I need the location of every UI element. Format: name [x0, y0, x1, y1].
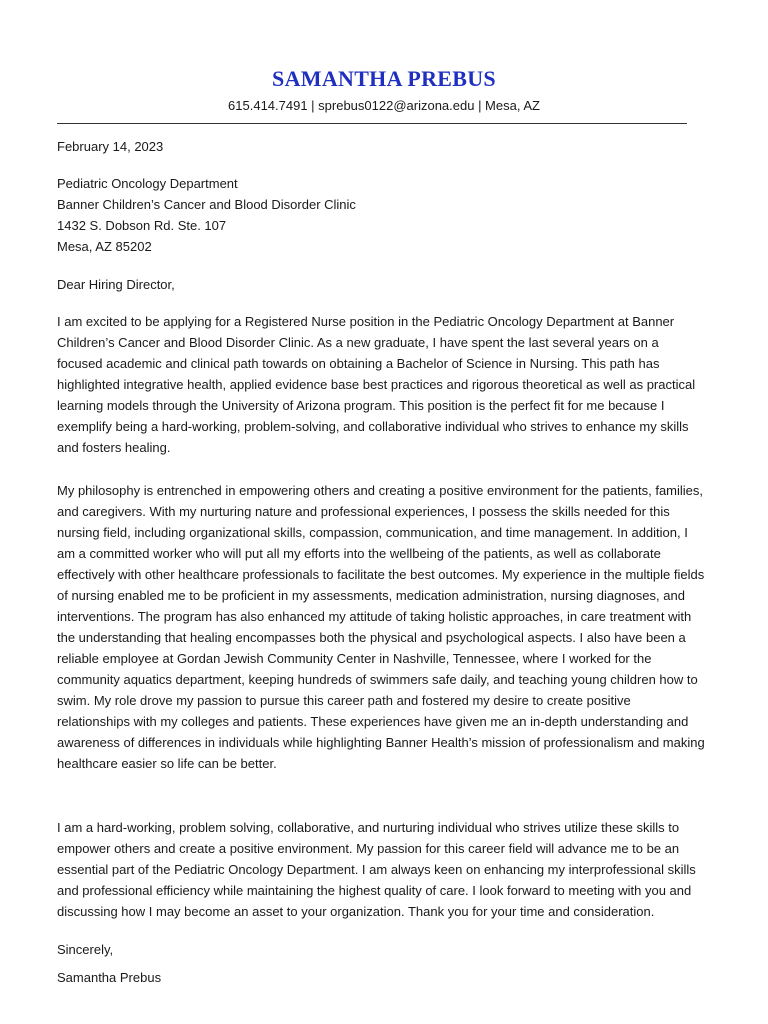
- contact-info: 615.414.7491 | sprebus0122@arizona.edu | Mesa, AZ: [228, 98, 540, 113]
- body-paragraph-3: I am a hard-working, problem solving, collaborative, and nurturing individual who strives utilize these skills to empower others and create a positive environment. My passion for this career field will advance me to be an essential part of the Pediatric Oncology Department. I am always keen on enhancing my interprofessional skills and professional efficiency while maintaining the highest quality of care. I look forward to meeting with you and discussing how I may become an asset to your organization. Thank you for your time and consideration.: [57, 820, 696, 919]
- closing: Sincerely,: [57, 942, 114, 957]
- header-divider: [57, 123, 687, 124]
- body-paragraph-1: I am excited to be applying for a Registered Nurse position in the Pediatric Oncology Department at Banner Children’s Cancer and Blood Disorder Clinic. As a new graduate, I have spent the last several years on a focused academic and clinical path towards on obtaining a Bachelor of Science in Nursing. This path has highlighted integrative health, applied evidence base best practices and rigorous theoretical as well as practical learning models through the University of Arizona program. This position is the perfect fit for me because I exemplify being a hard-working, problem-solving, and collaborative individual who strives to enhance my skills and fosters healing.: [57, 314, 696, 455]
- applicant-name: SAMANTHA PREBUS: [272, 66, 496, 91]
- recipient-city: Mesa, AZ 85202: [57, 239, 152, 254]
- recipient-street: 1432 S. Dobson Rd. Ste. 107: [57, 218, 227, 233]
- recipient-department: Pediatric Oncology Department: [57, 176, 238, 191]
- recipient-address: [57, 173, 705, 257]
- body-paragraph-2: My philosophy is entrenched in empowering others and creating a positive environment for the patients, families, and caregivers. With my nurturing nature and professional experiences, I possess the skills needed for this nursing field, including organizational skills, compassion, communication, and time management. In addition, I am a committed worker who will put all my efforts into the wellbeing of the patients, as well as collaborate effectively with other healthcare professionals to facilitate the best outcomes. My experience in the multiple fields of nursing enabled me to be proficient in my assessments, medication administration, nursing diagnoses, and interventions. The program has also enhanced my attitude of taking holistic approaches, in care treatment with the understanding that healing encompasses both the physical and psychological aspects. I also have been a reliable employee at Gordan Jewish Community Center in Nashville, Tennessee, where I worked for the community aquatics department, keeping hundreds of swimmers safe daily, and teaching young children how to swim. My role drove my passion to pursue this career path and fostered my desire to create positive relationships with my colleges and patients. These experiences have given me an in-depth understanding and awareness of differences in individuals while highlighting Banner Health’s mission of professionalism and making healthcare easier so life can be better.: [57, 483, 705, 771]
- signature: Samantha Prebus: [57, 970, 162, 985]
- recipient-organization: Banner Children’s Cancer and Blood Disorder Clinic: [57, 197, 356, 212]
- letter-date: February 14, 2023: [57, 139, 164, 154]
- salutation: Dear Hiring Director,: [57, 277, 175, 292]
